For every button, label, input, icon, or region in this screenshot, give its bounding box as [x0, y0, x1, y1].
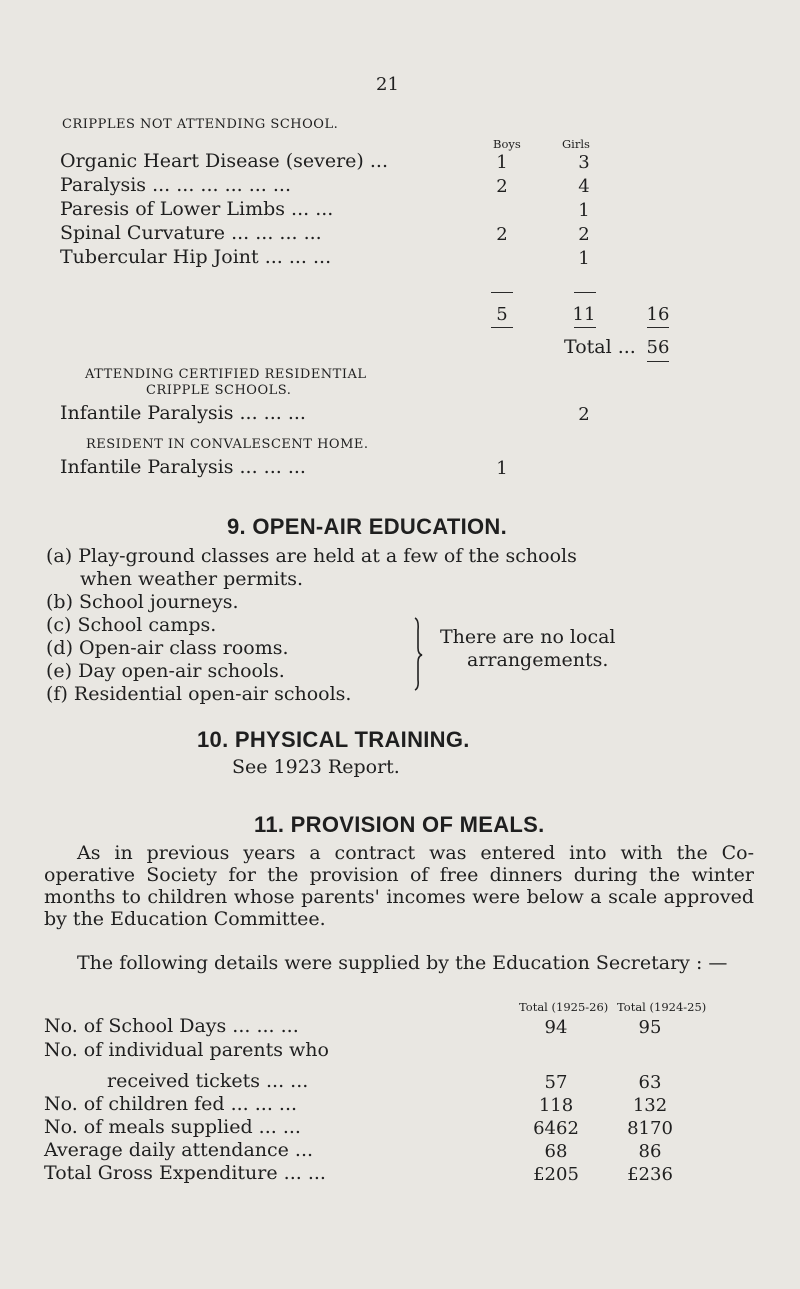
- certified-row-value: 2: [578, 404, 590, 425]
- meals-row-value-1924: £236: [627, 1164, 673, 1185]
- cripples-row-girls: 4: [578, 176, 590, 197]
- meals-row-value-1924: 132: [632, 1095, 668, 1116]
- meals-row-value-1924: 8170: [627, 1118, 673, 1139]
- cripples-row-label: Paresis of Lower Limbs ... ...: [60, 198, 334, 220]
- open-air-item: (b) School journeys.: [46, 591, 239, 613]
- convalescent-heading: RESIDENT IN CONVALESCENT HOME.: [86, 437, 369, 452]
- page-number: 21: [376, 74, 399, 95]
- certified-row-label: Infantile Paralysis ... ... ...: [60, 402, 306, 424]
- physical-text: See 1923 Report.: [232, 756, 400, 778]
- meals-row-value-1924: 95: [638, 1017, 662, 1038]
- convalescent-row-label: Infantile Paralysis ... ... ...: [60, 456, 306, 478]
- cripples-row-label: Paralysis ... ... ... ... ... ...: [60, 174, 292, 196]
- meals-heading: 11. PROVISION OF MEALS.: [254, 812, 545, 837]
- rule: [574, 327, 596, 328]
- subtotal-all: 16: [646, 304, 670, 325]
- certified-heading: CRIPPLE SCHOOLS.: [146, 383, 292, 398]
- meals-row-value-1925: 6462: [533, 1118, 579, 1139]
- cripples-row-label: Tubercular Hip Joint ... ... ...: [60, 246, 332, 268]
- meals-row-label: Average daily attendance ...: [44, 1139, 314, 1161]
- meals-row-label: Total Gross Expenditure ... ...: [44, 1162, 326, 1184]
- physical-heading: 10. PHYSICAL TRAINING.: [197, 727, 470, 752]
- cripples-row-girls: 1: [578, 200, 590, 221]
- rule: [647, 327, 669, 328]
- open-air-item: (f) Residential open-air schools.: [46, 683, 352, 705]
- meals-paragraph: As in previous years a contract was entered into with the Co-operative Society for the provision of free dinners during the winter months to children whose parents' incomes were below a scale approved by the Education Committee.: [44, 842, 754, 930]
- cripples-row-girls: 1: [578, 248, 590, 269]
- girls-column-header: Girls: [562, 137, 590, 151]
- meals-row-value-1924: 63: [638, 1072, 662, 1093]
- cripples-row-boys: 2: [496, 224, 508, 245]
- brace: [410, 616, 424, 692]
- convalescent-row-value: 1: [496, 458, 508, 479]
- cripples-row-boys: 1: [496, 152, 508, 173]
- open-air-item: (d) Open-air class rooms.: [46, 637, 289, 659]
- meals-row-label: No. of individual parents who: [44, 1039, 329, 1061]
- rule: [491, 292, 513, 293]
- open-air-note: arrangements.: [467, 649, 609, 671]
- rule: [574, 292, 596, 293]
- meals-row-value-1925: 57: [544, 1072, 568, 1093]
- rule: [647, 361, 669, 362]
- meals-column-header: Total (1925-26): [519, 1000, 609, 1014]
- cripples-row-boys: 2: [496, 176, 508, 197]
- total-label: Total ...: [564, 336, 636, 358]
- subtotal-boys: 5: [496, 304, 508, 325]
- open-air-heading: 9. OPEN-AIR EDUCATION.: [227, 514, 507, 539]
- meals-row-label: received tickets ... ...: [107, 1070, 309, 1092]
- meals-row-value-1925: 118: [538, 1095, 574, 1116]
- meals-row-value-1924: 86: [638, 1141, 662, 1162]
- total-value: 56: [646, 337, 670, 358]
- open-air-item: (a) Play-ground classes are held at a few of the schools: [46, 545, 577, 567]
- rule: [491, 327, 513, 328]
- meals-paragraph: The following details were supplied by the Education Secretary : —: [77, 952, 728, 974]
- boys-column-header: Boys: [493, 137, 521, 151]
- meals-row-label: No. of School Days ... ... ...: [44, 1015, 299, 1037]
- cripples-row-label: Organic Heart Disease (severe) ...: [60, 150, 388, 172]
- cripples-row-girls: 3: [578, 152, 590, 173]
- meals-row-value-1925: 68: [544, 1141, 568, 1162]
- meals-row-value-1925: £205: [533, 1164, 579, 1185]
- open-air-item: when weather permits.: [80, 568, 304, 590]
- cripples-heading: CRIPPLES NOT ATTENDING SCHOOL.: [62, 117, 339, 132]
- certified-heading: ATTENDING CERTIFIED RESIDENTIAL: [85, 367, 367, 382]
- open-air-item: (c) School camps.: [46, 614, 217, 636]
- meals-row-label: No. of children fed ... ... ...: [44, 1093, 298, 1115]
- meals-column-header: Total (1924-25): [617, 1000, 707, 1014]
- open-air-note: There are no local: [440, 626, 616, 648]
- meals-row-label: No. of meals supplied ... ...: [44, 1116, 301, 1138]
- cripples-row-girls: 2: [578, 224, 590, 245]
- subtotal-girls: 11: [572, 304, 596, 325]
- cripples-row-label: Spinal Curvature ... ... ... ...: [60, 222, 322, 244]
- meals-row-value-1925: 94: [544, 1017, 568, 1038]
- open-air-item: (e) Day open-air schools.: [46, 660, 285, 682]
